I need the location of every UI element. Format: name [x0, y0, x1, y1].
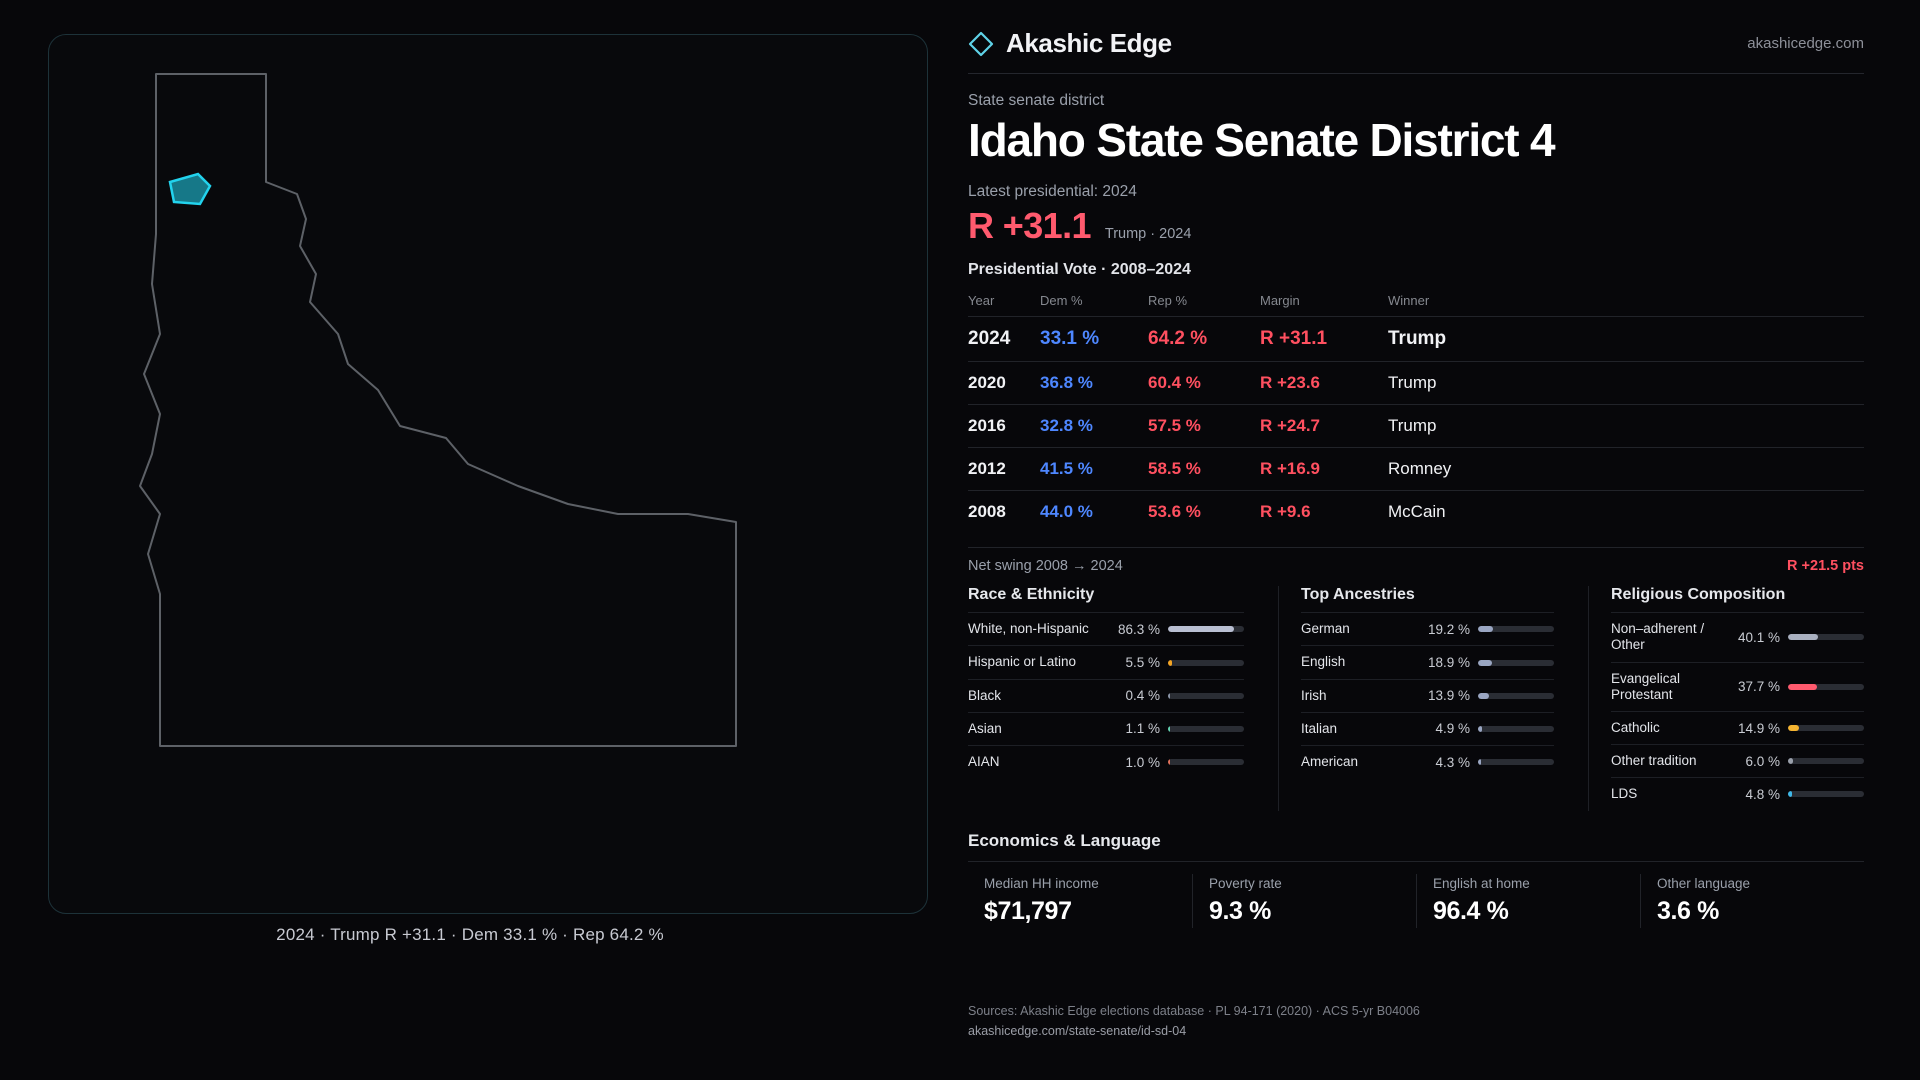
presidential-vote-table	[968, 289, 1864, 533]
religion-label: Catholic	[1611, 719, 1660, 735]
race-bar	[1168, 693, 1244, 699]
cell-year: 2016	[968, 405, 1040, 448]
cell-winner: McCain	[1388, 491, 1864, 534]
cell-dem: 32.8 %	[1040, 405, 1148, 448]
race-ethnicity-title: Race & Ethnicity	[968, 586, 1095, 604]
latest-presidential-label: Latest presidential: 2024	[968, 183, 1137, 201]
sources-url[interactable]: akashicedge.com/state-senate/id-sd-04	[968, 1024, 1187, 1039]
religion-bar	[1788, 684, 1864, 690]
religion-bar	[1788, 725, 1864, 731]
cell-rep: 64.2 %	[1148, 317, 1260, 362]
race-label: White, non-Hispanic	[968, 621, 1089, 637]
cell-winner: Trump	[1388, 362, 1864, 405]
religion-value: 40.1 %	[1737, 629, 1780, 645]
diamond-icon	[968, 31, 994, 57]
col-winner: Winner	[1388, 293, 1430, 309]
ancestry-bar	[1478, 726, 1554, 732]
list-item	[1301, 612, 1554, 645]
table-row[interactable]	[968, 491, 1864, 534]
col-dem: Dem %	[1040, 293, 1083, 309]
headline-margin-value: R +31.1	[968, 205, 1091, 247]
cell-margin: R +24.7	[1260, 405, 1388, 448]
race-value: 86.3 %	[1117, 621, 1160, 637]
cell-margin: R +16.9	[1260, 448, 1388, 491]
ancestry-bar	[1478, 660, 1554, 666]
econ-label: Poverty rate	[1209, 875, 1282, 891]
sources-block	[968, 1001, 1868, 1042]
list-item	[968, 712, 1244, 745]
econ-label: Other language	[1657, 875, 1751, 891]
brand-name: Akashic Edge	[1006, 28, 1172, 58]
brand-row	[968, 28, 1864, 74]
religion-label: LDS	[1611, 786, 1638, 802]
net-swing-row	[968, 547, 1864, 574]
list-item	[1611, 744, 1864, 777]
economics-title: Economics & Language	[968, 830, 1161, 850]
ancestry-label: English	[1301, 654, 1346, 670]
econ-cell-poverty	[1192, 874, 1416, 928]
cell-year: 2020	[968, 362, 1040, 405]
race-bar	[1168, 626, 1244, 632]
religion-value: 14.9 %	[1737, 720, 1780, 736]
econ-value: 9.3 %	[1209, 896, 1271, 925]
demographics-grid	[968, 586, 1864, 810]
economics-grid	[968, 861, 1864, 928]
ancestry-value: 19.2 %	[1427, 621, 1470, 637]
list-item	[1611, 777, 1864, 810]
cell-dem: 44.0 %	[1040, 491, 1148, 534]
religion-value: 4.8 %	[1745, 786, 1780, 802]
list-item	[1301, 679, 1554, 712]
col-rep: Rep %	[1148, 293, 1188, 309]
cell-rep: 57.5 %	[1148, 405, 1260, 448]
race-value: 0.4 %	[1125, 688, 1160, 704]
ancestry-value: 13.9 %	[1427, 688, 1470, 704]
table-row[interactable]	[968, 317, 1864, 362]
race-label: Black	[968, 687, 1002, 703]
religion-value: 6.0 %	[1745, 753, 1780, 769]
table-row[interactable]	[968, 448, 1864, 491]
headline-margin-sub: Trump · 2024	[1104, 226, 1192, 243]
cell-winner: Romney	[1388, 448, 1864, 491]
econ-cell-income	[968, 874, 1192, 928]
cell-rep: 53.6 %	[1148, 491, 1260, 534]
race-bar	[1168, 726, 1244, 732]
ancestry-label: German	[1301, 621, 1350, 637]
econ-label: English at home	[1433, 875, 1530, 891]
econ-label: Median HH income	[984, 875, 1099, 891]
vote-table-heading: Presidential Vote · 2008–2024	[968, 261, 1191, 279]
table-row[interactable]	[968, 405, 1864, 448]
map-panel	[0, 0, 940, 1080]
list-item	[1301, 745, 1554, 778]
ancestry-label: Irish	[1301, 687, 1327, 703]
cell-margin: R +23.6	[1260, 362, 1388, 405]
econ-value: $71,797	[984, 896, 1072, 925]
brand-left	[968, 28, 1172, 59]
econ-value: 3.6 %	[1657, 896, 1719, 925]
cell-margin: R +31.1	[1260, 317, 1388, 362]
top-ancestries-column	[1278, 586, 1554, 810]
cell-year: 2008	[968, 491, 1040, 534]
religion-bar	[1788, 634, 1864, 640]
ancestry-value: 4.3 %	[1435, 754, 1470, 770]
cell-margin: R +9.6	[1260, 491, 1388, 534]
cell-rep: 60.4 %	[1148, 362, 1260, 405]
religion-label: Non–adherent / Other	[1611, 621, 1705, 653]
religion-label: Evangelical Protestant	[1611, 670, 1681, 702]
list-item	[1611, 711, 1864, 744]
ancestry-bar	[1478, 693, 1554, 699]
cell-year: 2012	[968, 448, 1040, 491]
ancestry-value: 18.9 %	[1427, 655, 1470, 670]
race-value: 5.5 %	[1125, 655, 1160, 670]
list-item	[968, 679, 1244, 712]
list-item	[1611, 612, 1864, 661]
kicker-label: State senate district	[968, 92, 1105, 109]
headline-margin	[968, 205, 1864, 247]
brand-url[interactable]: akashicedge.com	[1747, 35, 1864, 52]
econ-cell-english	[1416, 874, 1640, 928]
religious-composition-title: Religious Composition	[1611, 586, 1786, 604]
race-bar	[1168, 660, 1244, 666]
race-label: Hispanic or Latino	[968, 654, 1077, 670]
cell-winner: Trump	[1388, 405, 1864, 448]
race-value: 1.1 %	[1125, 721, 1160, 737]
econ-value: 96.4 %	[1433, 896, 1509, 925]
net-swing-label: Net swing 2008 → 2024	[968, 558, 1123, 575]
cell-year: 2024	[968, 317, 1040, 362]
cell-dem: 41.5 %	[1040, 448, 1148, 491]
list-item	[1301, 645, 1554, 678]
ancestry-label: American	[1301, 753, 1359, 769]
cell-winner: Trump	[1388, 317, 1864, 362]
district-highlight-path[interactable]	[170, 174, 210, 204]
state-outline-path	[140, 74, 736, 746]
table-header-row	[968, 289, 1864, 317]
ancestry-bar	[1478, 759, 1554, 765]
race-label: AIAN	[968, 753, 1000, 769]
list-item	[1611, 662, 1864, 711]
list-item	[1301, 712, 1554, 745]
race-ethnicity-column	[968, 586, 1244, 810]
idaho-state-map[interactable]	[48, 34, 928, 914]
top-ancestries-title: Top Ancestries	[1301, 586, 1415, 604]
religion-bar	[1788, 758, 1864, 764]
ancestry-label: Italian	[1301, 720, 1338, 736]
list-item	[968, 645, 1244, 678]
religious-composition-column	[1588, 586, 1864, 810]
cell-rep: 58.5 %	[1148, 448, 1260, 491]
cell-dem: 33.1 %	[1040, 317, 1148, 362]
map-caption: 2024 · Trump R +31.1 · Dem 33.1 % · Rep 64.2 %	[276, 925, 664, 944]
list-item	[968, 745, 1244, 778]
econ-cell-other-language	[1640, 874, 1864, 928]
cell-dem: 36.8 %	[1040, 362, 1148, 405]
col-margin: Margin	[1260, 293, 1300, 309]
page-title: Idaho State Senate District 4	[968, 114, 1555, 166]
info-panel	[940, 0, 1920, 1080]
sources-text: Sources: Akashic Edge elections database · PL 94-171 (2020) · ACS 5-yr B04006	[968, 1003, 1420, 1018]
religion-value: 37.7 %	[1737, 679, 1780, 695]
net-swing-value: R +21.5 pts	[1787, 558, 1864, 575]
religion-bar	[1788, 791, 1864, 797]
ancestry-bar	[1478, 626, 1554, 632]
religion-label: Other tradition	[1611, 753, 1697, 769]
list-item	[968, 612, 1244, 645]
ancestry-value: 4.9 %	[1435, 721, 1470, 737]
table-row[interactable]	[968, 362, 1864, 405]
race-value: 1.0 %	[1125, 754, 1160, 770]
col-year: Year	[968, 293, 995, 309]
race-label: Asian	[968, 720, 1002, 736]
race-bar	[1168, 759, 1244, 765]
